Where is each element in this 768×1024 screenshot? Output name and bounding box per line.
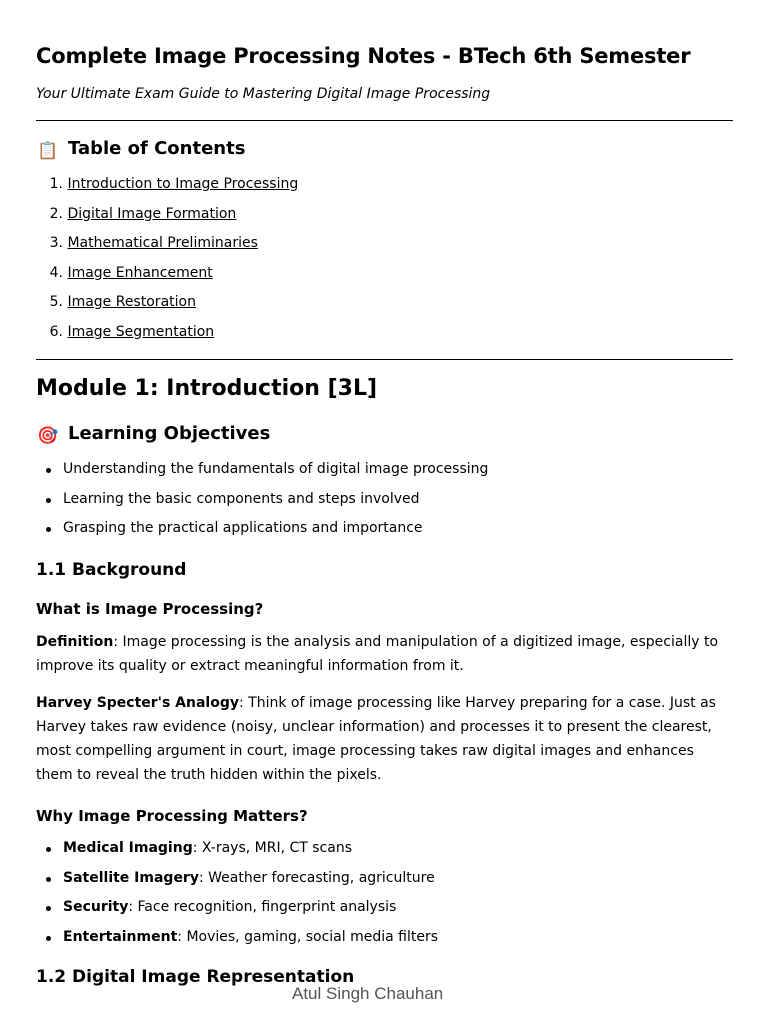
toc-heading-label: Table of Contents [68,138,246,159]
toc-item-number: 1. [49,176,63,192]
application-text: : X-rays, MRI, CT scans [192,840,352,856]
analogy-paragraph [36,691,733,787]
module-title: Module 1: Introduction [3L] [36,376,378,401]
bullet-icon [46,936,51,941]
list-item-text [63,870,435,886]
list-item-text: Understanding the fundamentals of digital image processing [63,461,489,477]
analogy-label: Harvey Specter's Analogy [36,695,239,711]
section-heading-representation: 1.2 Digital Image Representation [36,967,355,987]
bullet-icon [46,498,51,503]
application-label: Security [63,899,129,915]
bullet-icon [46,847,51,852]
list-item-text [63,929,438,945]
toc-item [36,324,436,340]
definition-text: : Image processing is the analysis and manipulation of a digitized image, especially to improve its quality or extract meaningful information from it. [36,634,719,674]
document-title: Complete Image Processing Notes - BTech 6th Semester [36,44,691,68]
toc-link-introduction[interactable]: Introduction to Image Processing [67,176,299,192]
toc-link-image-enhancement[interactable]: Image Enhancement [67,264,213,281]
toc-link-math-preliminaries[interactable]: Mathematical Preliminaries [67,235,258,251]
bullet-icon [46,877,51,882]
divider [36,359,733,360]
toc-item [36,206,436,222]
learning-objectives-label: Learning Objectives [68,423,271,444]
toc-item-number: 6. [49,323,63,340]
toc-link-image-restoration[interactable]: Image Restoration [67,294,196,310]
application-text: : Movies, gaming, social media filters [177,928,439,945]
bullet-icon [46,468,51,473]
learning-objectives-heading [36,423,270,446]
toc-heading [36,138,245,161]
application-text: : Weather forecasting, agriculture [198,869,435,886]
list-item-text: Learning the basic components and steps involved [63,490,420,507]
target-icon: 🎯 [37,426,59,446]
list-item-text [63,899,396,915]
bullet-icon [46,906,51,911]
bullet-icon [46,527,51,532]
author-watermark: Atul Singh Chauhan [292,984,444,1003]
toc-item-number: 2. [49,205,63,222]
toc-item [36,265,436,281]
definition-label: Definition [36,634,114,650]
toc-item-number: 3. [49,235,63,251]
application-text: : Face recognition, fingerprint analysis [128,899,397,915]
list-item-text [63,840,352,856]
application-label: Medical Imaging [63,840,193,856]
toc-item [36,176,436,192]
definition-paragraph [36,630,733,678]
toc-item [36,235,436,251]
application-label: Satellite Imagery [63,869,199,886]
list-item-text: Grasping the practical applications and importance [63,520,423,536]
document-subtitle: Your Ultimate Exam Guide to Mastering Digital Image Processing [36,86,491,102]
subsection-heading-what: What is Image Processing? [36,600,264,618]
toc-link-image-segmentation[interactable]: Image Segmentation [67,323,215,340]
toc-item-number: 5. [49,294,63,310]
application-label: Entertainment [63,928,178,945]
toc-item [36,294,436,310]
divider [36,120,733,121]
subsection-heading-why: Why Image Processing Matters? [36,807,308,825]
clipboard-icon: 📋 [37,141,59,161]
section-heading-background: 1.1 Background [36,560,187,580]
toc-item-number: 4. [49,264,63,281]
toc-link-image-formation[interactable]: Digital Image Formation [67,205,237,222]
analogy-text: : Think of image processing like Harvey preparing for a case. Just as Harvey takes raw evidence (noisy, unclear information) and processes it to present the clearest, most compelling argument in court, image processing takes raw digital images and enhances them to reveal the truth hidden within the pixels. [36,695,716,783]
